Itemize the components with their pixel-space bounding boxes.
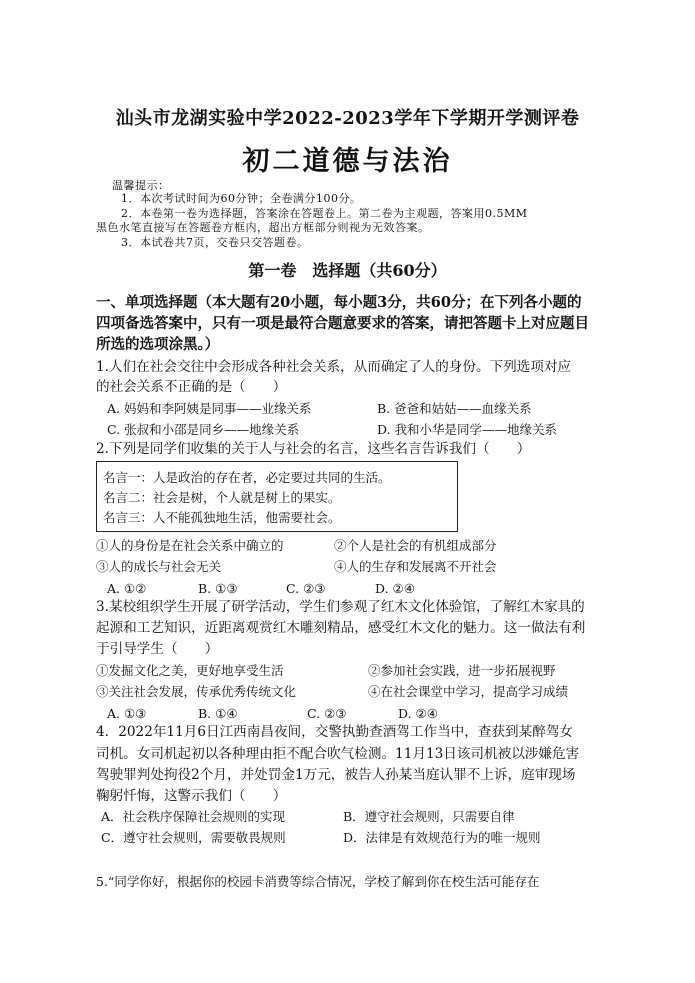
q1-stem-2: 的社会关系不正确的是（ ） bbox=[96, 379, 287, 395]
q3-option-b: B. ①④ bbox=[198, 706, 238, 721]
q3-statement-4: ④在社会课堂中学习，提高学习成绩 bbox=[368, 684, 569, 699]
q3-stem-3: 于引导学生（ ） bbox=[96, 641, 219, 657]
q3-option-d: D. ②④ bbox=[398, 706, 438, 721]
section-title: 第一卷 选择题（共60分） bbox=[248, 261, 447, 280]
q2-option-d: D. ②④ bbox=[375, 581, 415, 596]
q1-option-c: C. 张叔和小邵是同乡——地缘关系 bbox=[107, 422, 300, 437]
q2-quote-2: 名言二：社会是树，个人就是树上的果实。 bbox=[103, 490, 341, 505]
q2-statement-3: ③人的成长与社会无关 bbox=[96, 559, 222, 574]
q3-option-c: C. ②③ bbox=[307, 706, 347, 721]
q1-stem-1: 1.人们在社会交往中会形成各种社会关系，从而确定了人的身份。下列选项对应 bbox=[96, 359, 572, 375]
tips-heading: 温馨提示： bbox=[112, 179, 170, 192]
q3-statement-2: ②参加社会实践，进一步拓展视野 bbox=[368, 663, 556, 678]
q2-statement-1: ①人的身份是在社会关系中确立的 bbox=[96, 538, 284, 553]
tip-line-2: 2．本卷第一卷为选择题，答案涂在答题卷上。第二卷为主观题，答案用0.5MM bbox=[121, 207, 528, 220]
q2-quote-3: 名言三：人不能孤独地生活，他需要社会。 bbox=[103, 510, 341, 525]
q4-stem-2: 司机。女司机起初以各种理由拒不配合吹气检测。11月13日该司机被以涉嫌危害 bbox=[96, 746, 580, 762]
q4-stem-3: 驾驶罪判处拘役2个月，并处罚金1万元，被告人孙某当庭认罪不上诉，庭审现场 bbox=[96, 767, 576, 783]
q3-stem-2: 起源和工艺知识，近距离观赏红木雕刻精品，感受红木文化的魅力。这一做法有利 bbox=[96, 620, 586, 636]
q2-option-a: A. ①② bbox=[107, 581, 147, 596]
q2-stem: 2.下列是同学们收集的关于人与社会的名言，这些名言告诉我们（ ） bbox=[96, 441, 531, 457]
q2-statement-2: ②个人是社会的有机组成部分 bbox=[334, 538, 497, 553]
q1-option-d: D. 我和小华是同学——地缘关系 bbox=[377, 422, 558, 437]
part-instruction-2: 四项备选答案中，只有一项是最符合题意要求的答案，请把答题卡上对应题目 bbox=[96, 315, 589, 332]
q3-statement-1: ①发掘文化之美，更好地享受生活 bbox=[96, 663, 284, 678]
q3-statement-3: ③关注社会发展，传承优秀传统文化 bbox=[96, 684, 297, 699]
q4-option-d: D．法律是有效规范行为的唯一规则 bbox=[343, 830, 541, 845]
q4-stem-4: 鞠躬忏悔，这警示我们（ ） bbox=[96, 788, 287, 804]
tip-line-3: 3．本试卷共7页，交卷只交答题卷。 bbox=[121, 236, 309, 249]
q4-option-b: B．遵守社会规则，只需要自律 bbox=[343, 809, 515, 824]
q3-stem-1: 3.某校组织学生开展了研学活动，学生们参观了红木文化体验馆，了解红木家具的 bbox=[96, 599, 585, 615]
q2-option-c: C. ②③ bbox=[286, 581, 326, 596]
q2-quote-1: 名言一：人是政治的存在者，必定要过共同的生活。 bbox=[103, 470, 391, 485]
q3-option-a: A. ①③ bbox=[107, 706, 147, 721]
q4-option-a: A．社会秩序保障社会规则的实现 bbox=[101, 809, 286, 824]
tip-line-2-cont: 黑色水笔直接写在答题卷方框内，超出方框部分则视为无效答案。 bbox=[96, 221, 430, 234]
exam-title: 汕头市龙湖实验中学2022-2023学年下学期开学测评卷 bbox=[115, 108, 580, 129]
q2-option-b: B. ①③ bbox=[198, 581, 238, 596]
subject-title: 初二道德与法治 bbox=[242, 146, 453, 177]
part-instruction-3: 所选的选项涂黑。） bbox=[96, 336, 220, 353]
q1-option-b: B. 爸爸和姑姑——血缘关系 bbox=[377, 401, 532, 416]
q5-stem-1: 5.“同学你好，根据你的校园卡消费等综合情况，学校了解到你在校生活可能存在 bbox=[96, 874, 540, 889]
q2-statement-4: ④人的生存和发展离不开社会 bbox=[334, 559, 497, 574]
part-instruction-1: 一、单项选择题（本大题有20小题，每小题3分，共60分；在下列各小题的 bbox=[96, 294, 582, 311]
q4-stem-1: 4．2022年11月6日江西南昌夜间，交警执勤查酒驾工作当中，查获到某醉驾女 bbox=[96, 724, 574, 740]
tip-line-1: 1．本次考试时间为60分钟；全卷满分100分。 bbox=[121, 192, 362, 205]
q1-option-a: A. 妈妈和李阿姨是同事——业缘关系 bbox=[107, 401, 312, 416]
q4-option-c: C．遵守社会规则，需要敬畏规则 bbox=[101, 830, 286, 845]
